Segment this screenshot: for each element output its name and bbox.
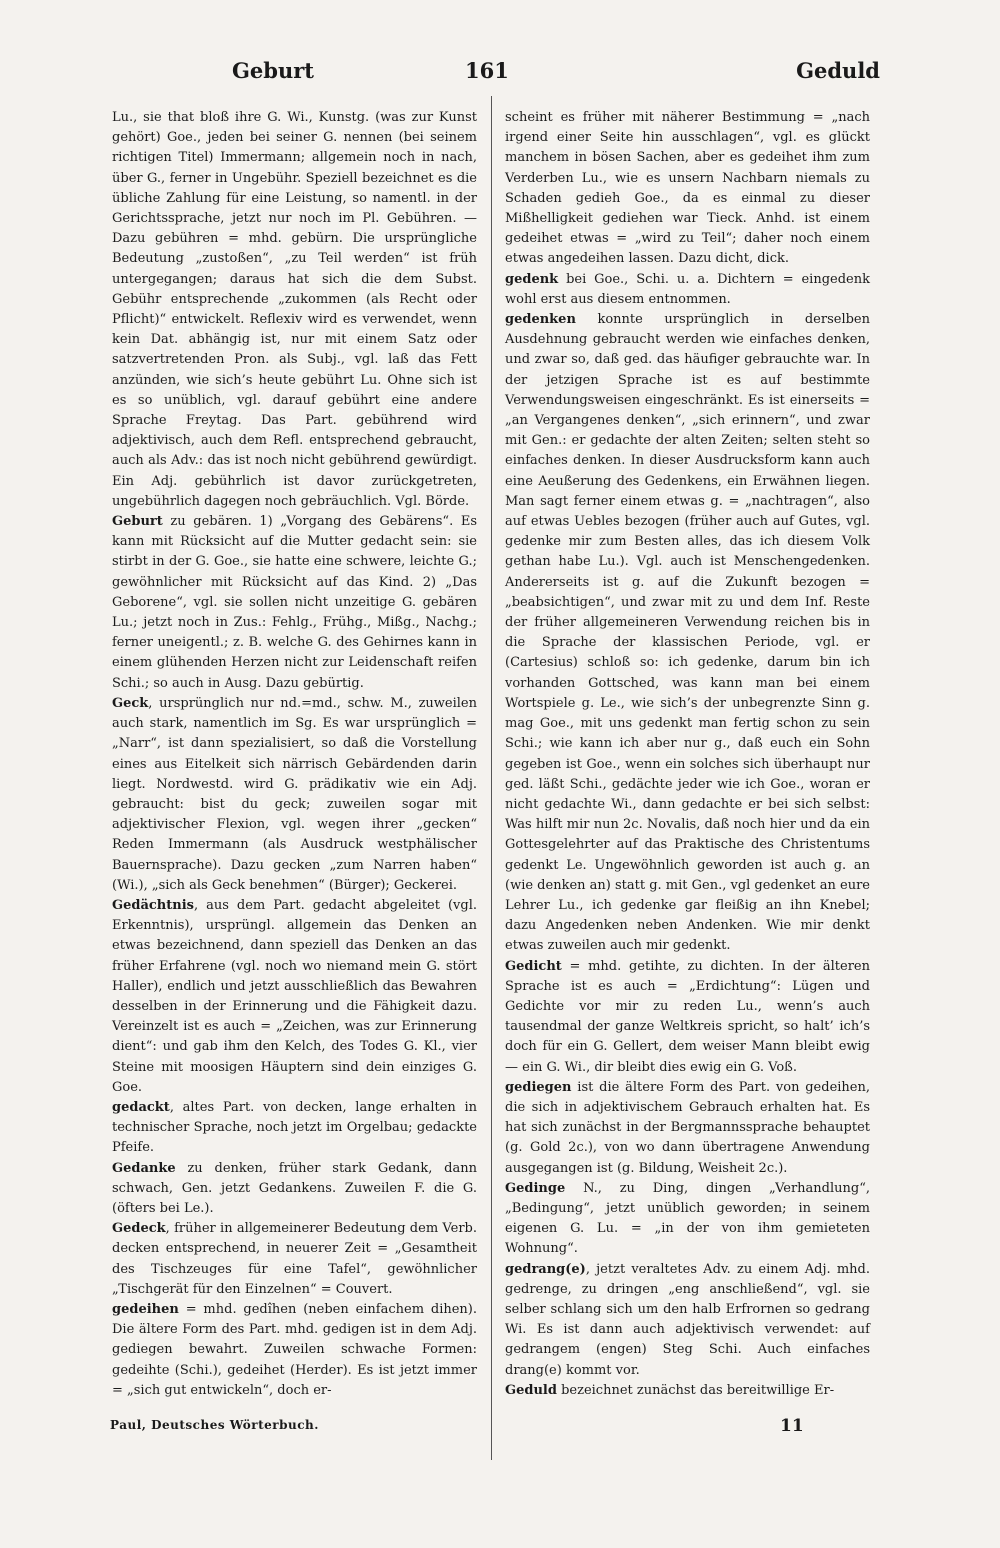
entry-text: , ursprünglich nur nd.=md., schw. M., zuweilen auch stark, namentlich im Sg. Es war ursprünglich = „Narr“, ist dann spezialisiert, so daß die Vorstellung eines aus Eitelkeit sich närrisch Gebärdenden darin liegt. Nordwestd. wird G. prädikativ wie ein Adj. gebraucht: bist du geck; zuweilen sogar mit adjektivischer Flexion, vgl. wegen ihrer „gecken“ Reden Immermann (als Ausdruck westphälischer Bauernsprache). Dazu gecken „zum Narren haben“ (Wi.), „sich als Geck benehmen“ (Bürger); Geckerei. — [112, 695, 477, 893]
entry-text: N., zu Ding, dingen „Verhandlung“, „Bedingung“, jetzt unüblich geworden; in seinem eigenen G. Lu. = „in der von ihm gemieteten Wohnung“. — [505, 1180, 871, 1257]
dictionary-entry — [112, 1098, 477, 1159]
entry-text: bezeichnet zunächst das bereitwillige Er- — [561, 1382, 835, 1398]
footer-signature: Paul, Deutsches Wörterbuch. — [110, 1418, 319, 1432]
entry-text: bei Goe., Schi. u. a. Dichtern = eingedenk wohl erst aus diesem entnommen. — [505, 271, 870, 307]
entry-text: , jetzt veraltetes Adv. zu einem Adj. mhd. gedrenge, zu dringen „eng anschließend“, vgl. sie selber schlang sich um den halb Erfrornen so gedrang Wi. Es ist dann auch adjektivisch verwendet: auf gedrangem (engen) Steg Schi. Auch einfaches drang(e) kommt vor. — [505, 1261, 870, 1378]
right-column — [505, 108, 870, 1401]
dictionary-entry — [112, 896, 477, 1098]
entry-lemma: Geck — [112, 695, 149, 711]
left-column — [112, 108, 477, 1401]
entry-text: ist die ältere Form des Part. von gedeihen, die sich in adjektivischem Gebrauch erhalten hat. Es hat sich zunächst in der Bergmannssprache behauptet (g. Gold 2c.), von wo dann übertragene Anwendung ausgegangen ist (g. Bildung, Weisheit 2c.). — [505, 1079, 870, 1176]
entry-lemma: Geburt — [112, 514, 163, 530]
entry-lemma: Gedicht — [505, 958, 562, 974]
dictionary-entry — [505, 270, 870, 310]
entry-lemma: Gedinge — [505, 1180, 566, 1196]
entry-lemma: Gedanke — [112, 1160, 176, 1176]
entry-lemma: gedenk — [505, 271, 559, 287]
header-left-word: Geburt — [232, 58, 315, 83]
entry-lemma: Gedächtnis — [112, 897, 194, 913]
entry-lemma: gedeihen — [112, 1301, 179, 1317]
entry-lemma: gedenken — [505, 312, 576, 328]
dictionary-entry — [112, 1300, 477, 1401]
page-number: 161 — [465, 58, 509, 83]
entry-lemma: Gedeck — [112, 1221, 166, 1237]
dictionary-entry — [505, 108, 870, 270]
running-header — [100, 58, 880, 88]
entry-text: = mhd. getihte, zu dichten. In der älteren Sprache ist es auch = „Erdichtung“: Lügen und Gedichte vor mir zu reden Lu., wenn’s auch tausendmal der ganze Weltkreis spricht, so halt’ ich’s doch für ein G. Gellert, dem weiser Mann bleibt ewig — ein G. Wi., dir bleibt dies ewig ein G. Voß. — [505, 958, 870, 1075]
dictionary-entry — [505, 1260, 870, 1381]
dictionary-entry — [505, 957, 870, 1078]
entry-lemma: gedackt — [112, 1099, 170, 1115]
entry-text: zu denken, früher stark Gedank, dann schwach, Gen. jetzt Gedankens. Zuweilen F. die G. (öfters bei Le.). — [112, 1160, 477, 1216]
entry-text: zu gebären. 1) „Vorgang des Gebärens“. Es kann mit Rücksicht auf die Mutter gedacht sein: sie stirbt in der G. Goe., sie hatte eine schwere, leichte G.; gewöhnlicher mit Rücksicht auf das Kind. 2) „Das Geborene“, vgl. sie sollen nicht unzeitige G. gebären Lu.; jetzt noch in Zus.: Fehlg., Frühg., Mißg., Nachg.; ferner uneigentl.; z. B. welche G. des Gehirnes kann in einem glühenden Herzen nicht zur Leidenschaft reifen Schi.; so auch in Ausg. Dazu gebürtig. — [112, 514, 477, 691]
dictionary-entry — [112, 694, 477, 896]
entry-text: , früher in allgemeinerer Bedeutung dem Verb. decken entsprechend, in neuerer Zeit = „Gesamtheit des Tischzeuges für eine Tafel“, gewöhnlicher „Tischgerät für den Einzelnen“ = Couvert. — [112, 1221, 477, 1297]
dictionary-entry — [112, 512, 477, 694]
dictionary-entry — [505, 1078, 870, 1179]
entry-lemma: gedrang(e) — [505, 1261, 586, 1277]
entry-lemma: gediegen — [505, 1079, 572, 1095]
dictionary-entry — [112, 1219, 477, 1300]
footer-sheet-number: 11 — [780, 1416, 804, 1436]
dictionary-entry — [112, 1159, 477, 1220]
header-right-word: Geduld — [796, 58, 880, 83]
entry-text: Lu., sie that bloß ihre G. Wi., Kunstg. (was zur Kunst gehört) Goe., jeden bei seiner G. nennen (bei seinem richtigen Titel) Immermann; allgemein noch in nach, über G., ferner in Ungebühr. Speziell bezeichnet es die übliche Zahlung für eine Leistung, so namentl. in der Gerichtssprache, jetzt nur noch im Pl. Gebühren. — Dazu gebühren = mhd. gebürn. Die ursprüngliche Bedeutung „zustoßen“, „zu Teil werden“ ist früh untergegangen; daraus hat sich die dem Subst. Gebühr entsprechende „zukommen (als Recht oder Pflicht)“ entwickelt. Reflexiv wird es verwendet, wenn kein Dat. abhängig ist, nur mit einem Satz oder satzvertretenden Pron. als Subj., vgl. laß das Fett anzünden, wie sich’s heute gebührt Lu. Ohne sich ist es so unüblich, vgl. darauf gebührt eine andere Sprache Freytag. Das Part. gebührend wird adjektivisch, auch dem Refl. entsprechend gebraucht, auch als Adv.: das ist noch nicht gebührend gewürdigt. Ein Adj. gebührlich ist davor zurückgetreten, ungebührlich dagegen noch gebräuchlich. Vgl. Börde. — [112, 110, 477, 509]
entry-text: , altes Part. von decken, lange erhalten in technischer Sprache, noch jetzt im Orgelbau; gedackte Pfeife. — [112, 1099, 477, 1156]
entry-text: , aus dem Part. gedacht abgeleitet (vgl. Erkenntnis), ursprüngl. allgemein das Denken an etwas bezeichnend, dann speziell das Denken an das früher Erfahrene (vgl. noch wo niemand mein G. stört Haller), endlich und jetzt ausschließlich das Bewahren desselben in der Erinnerung und die Fähigkeit dazu. Vereinzelt ist es auch = „Zeichen, was zur Erinnerung dient“: und gab ihm den Kelch, des Todes G. Kl., vier Steine mit moosigen Häuptern sind dein einziges G. Goe. — [112, 897, 477, 1095]
entry-lemma: Geduld — [505, 1382, 557, 1398]
entry-text: konnte ursprünglich in derselben Ausdehnung gebraucht werden wie einfaches denken, und zwar so, daß ged. das häufiger gebrauchte war. In der jetzigen Sprache ist es auf bestimmte Verwendungsweisen eingeschränkt. Es ist einerseits = „an Vergangenes denken“, „sich erinnern“, und zwar mit Gen.: er gedachte der alten Zeiten; selten steht so einfaches denken. In dieser Ausdrucksform kann auch eine Aeußerung des Gedenkens, ein Erwähnen liegen. Man sagt ferner einem etwas g. = „nachtragen“, also auf etwas Uebles bezogen (früher auch auf Gutes, vgl. gedenke mir zum Besten alles, das ich diesem Volk gethan habe Lu.). Vgl. auch ist Menschengedenken. Andererseits ist g. auf die Zukunft bezogen = „beabsichtigen“, und zwar mit zu und dem Inf. Reste der früher allgemeineren Verwendung reichen bis in die Sprache der klassischen Periode, vgl. er (Cartesius) schloß so: ich gedenke, darum bin ich vorhanden Gottsched, was kann man bei einem Wortspiele g. Le., wie sich’s der unbegrenzte Sinn g. mag Goe., mit uns gedenkt man fertig schon zu sein Schi.; wie kann ich aber nur g., daß euch ein Sohn gegeben ist Goe., wenn ein solches sich überhaupt nur ged. läßt Schi., gedächte jeder wie ich Goe., woran er nicht gedachte Wi., dann gedachte er bei sich selbst: Was hilft mir nun 2c. Novalis, daß noch hier und da ein Gottesgelehrter auf das Praktische des Christentums gedenkt Le. Ungewöhnlich geworden ist auch g. an (wie denken an) statt g. mit Gen., vgl gedenket an eure Lehrer Lu., ich gedenke gar fleißig an ihn Knebel; dazu Angedenken neben Andenken. Wie mir denkt etwas zuweilen auch mir gedenkt. — [505, 312, 870, 954]
column-divider — [491, 96, 492, 1460]
dictionary-entry — [505, 1381, 870, 1401]
dictionary-entry — [112, 108, 477, 512]
entry-text: = mhd. gedîhen (neben einfachem dihen). Die ältere Form des Part. mhd. gedigen ist in dem Adj. gediegen bewahrt. Zuweilen schwache Formen: gedeihte (Schi.), gedeihet (Herder). Es ist jetzt immer = „sich gut entwickeln“, doch er- — [112, 1301, 477, 1398]
entry-text: scheint es früher mit näherer Bestimmung = „nach irgend einer Seite hin ausschlagen“, vgl. es glückt manchem in bösen Sachen, aber es gedeihet ihm zum Verderben Lu., wie es unsern Nachbarn niemals zu Schaden gedieh Goe., da es einmal zu dieser Mißhelligkeit gediehen war Tieck. Anhd. ist einem gedeihet etwas = „wird zu Teil“; daher noch einem etwas angedeihen lassen. Dazu dicht, dick. — [505, 110, 870, 267]
dictionary-entry — [505, 1179, 870, 1260]
dictionary-entry — [505, 310, 870, 957]
